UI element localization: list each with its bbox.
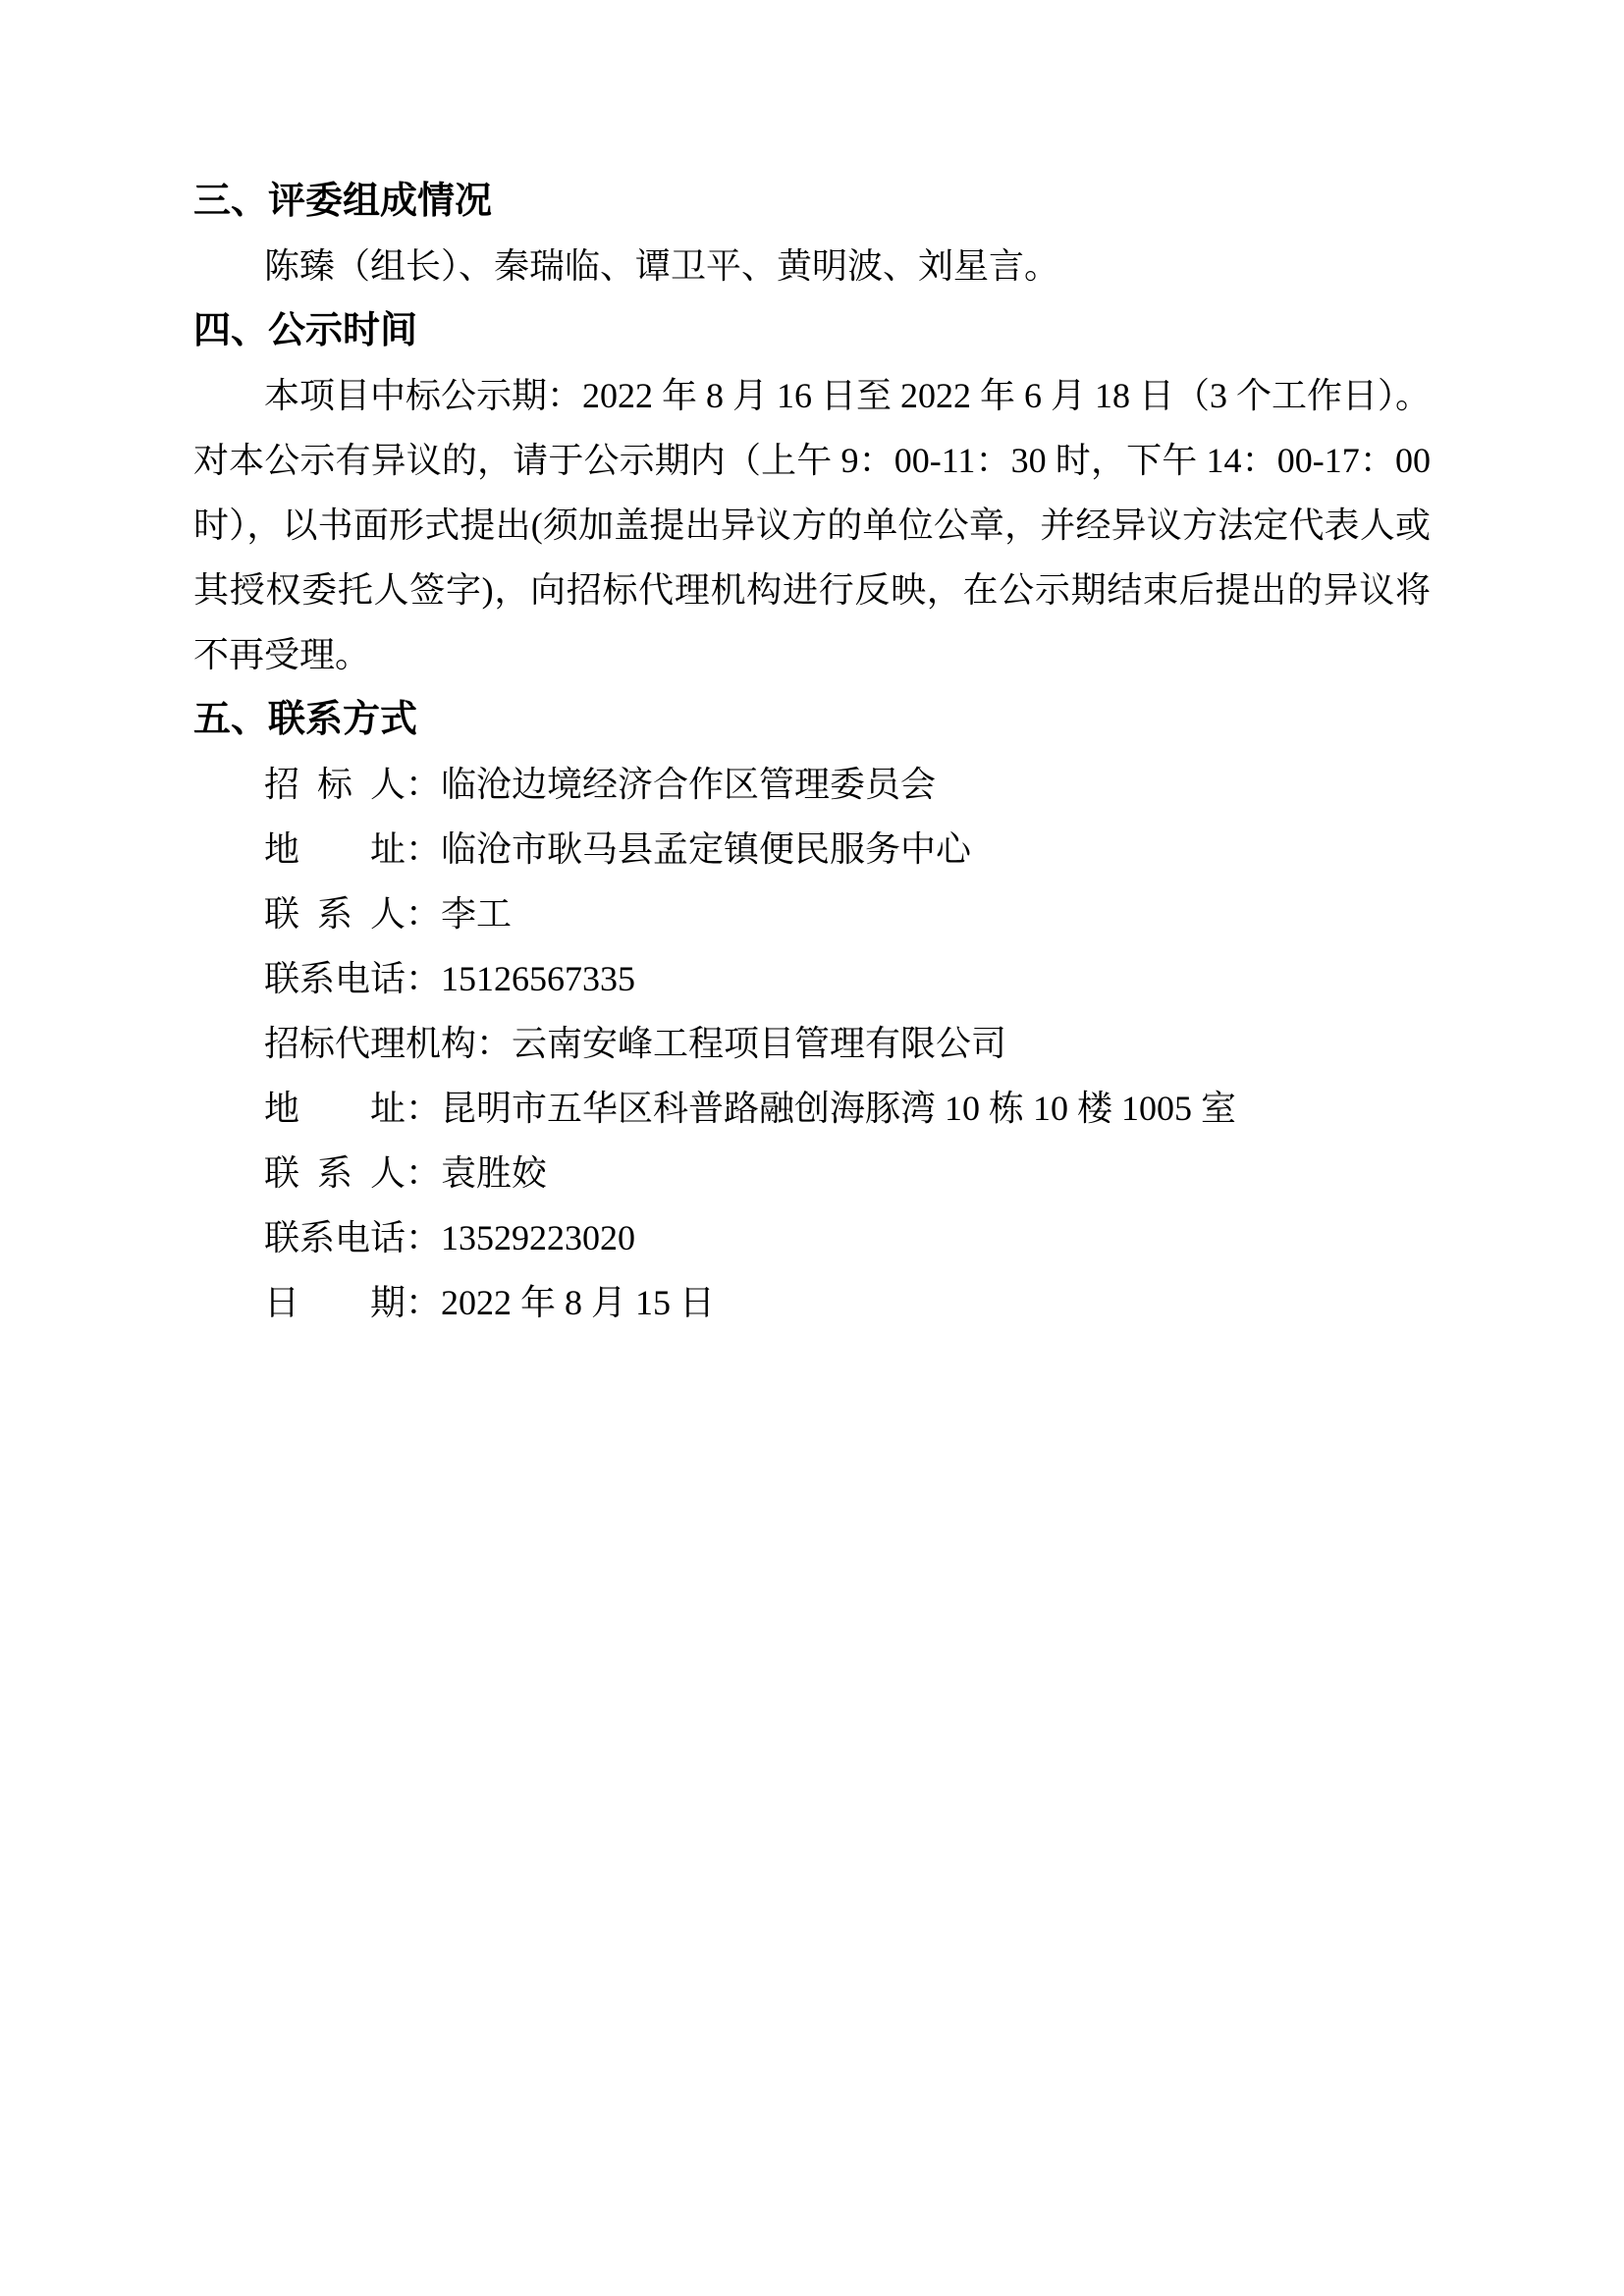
contact-label: 联系人 [264, 894, 406, 934]
contact-value: 临沧边境经济合作区管理委员会 [441, 765, 937, 804]
section-5-heading: 五、联系方式 [193, 699, 418, 740]
contact-value: 袁胜姣 [441, 1153, 548, 1193]
contact-value: 2022 年 8 月 15 日 [441, 1283, 716, 1322]
contact-colon: ： [406, 829, 442, 869]
contact-value: 昆明市五华区科普路融创海豚湾 10 栋 10 楼 1005 室 [441, 1089, 1237, 1128]
contact-label: 地址 [264, 1089, 406, 1128]
contact-row-tenderer-address [193, 817, 1431, 881]
contact-value: 临沧市耿马县孟定镇便民服务中心 [441, 829, 972, 869]
contact-row-agency-address [193, 1076, 1431, 1141]
contact-label: 日期 [264, 1283, 406, 1322]
section-4-heading: 四、公示时间 [193, 310, 418, 351]
contact-colon: ： [406, 765, 442, 804]
contact-colon: ： [406, 1283, 442, 1322]
contact-label: 招标人 [264, 765, 406, 804]
contact-value: 15126567335 [441, 959, 636, 998]
contact-colon: ： [406, 1153, 442, 1193]
contact-value: 云南安峰工程项目管理有限公司 [512, 1024, 1007, 1063]
contact-row-agency-phone [193, 1205, 1431, 1270]
contact-colon: ： [406, 1218, 442, 1257]
contact-label: 联系电话 [264, 1218, 406, 1257]
contact-colon: ： [406, 1089, 442, 1128]
contact-colon: ： [406, 959, 442, 998]
contact-row-date [193, 1270, 1431, 1335]
contact-row-tenderer [193, 752, 1431, 817]
contact-row-agency-person [193, 1141, 1431, 1205]
contact-row-tenderer-person [193, 881, 1431, 946]
contact-row-agency [193, 1011, 1431, 1076]
publicity-period-paragraph: 本项目中标公示期：2022 年 8 月 16 日至 2022 年 6 月 18 日（3 个工作日）。对本公示有异议的，请于公示期内（上午 9：00-11：30 时，下午 14：00-17：00 时），以书面形式提出(须加盖提出异议方的单位公章，并经异议方法定代表人或其授权委托人签字)，向招标代理机构进行反映，在公示期结束后提出的异议将不再受理。 [193, 376, 1432, 674]
contact-value: 13529223020 [441, 1218, 636, 1257]
contact-colon: ： [406, 894, 442, 934]
contact-label: 地址 [264, 829, 406, 869]
committee-members-line: 陈臻（组长）、秦瑞临、谭卫平、黄明波、刘星言。 [264, 246, 1060, 286]
contact-label: 联系人 [264, 1153, 406, 1193]
contact-label: 招标代理机构 [264, 1024, 477, 1063]
contact-label: 联系电话 [264, 959, 406, 998]
contact-row-tenderer-phone [193, 946, 1431, 1011]
contact-colon: ： [476, 1024, 513, 1063]
contact-value: 李工 [441, 894, 513, 934]
section-3-heading: 三、评委组成情况 [193, 181, 493, 222]
